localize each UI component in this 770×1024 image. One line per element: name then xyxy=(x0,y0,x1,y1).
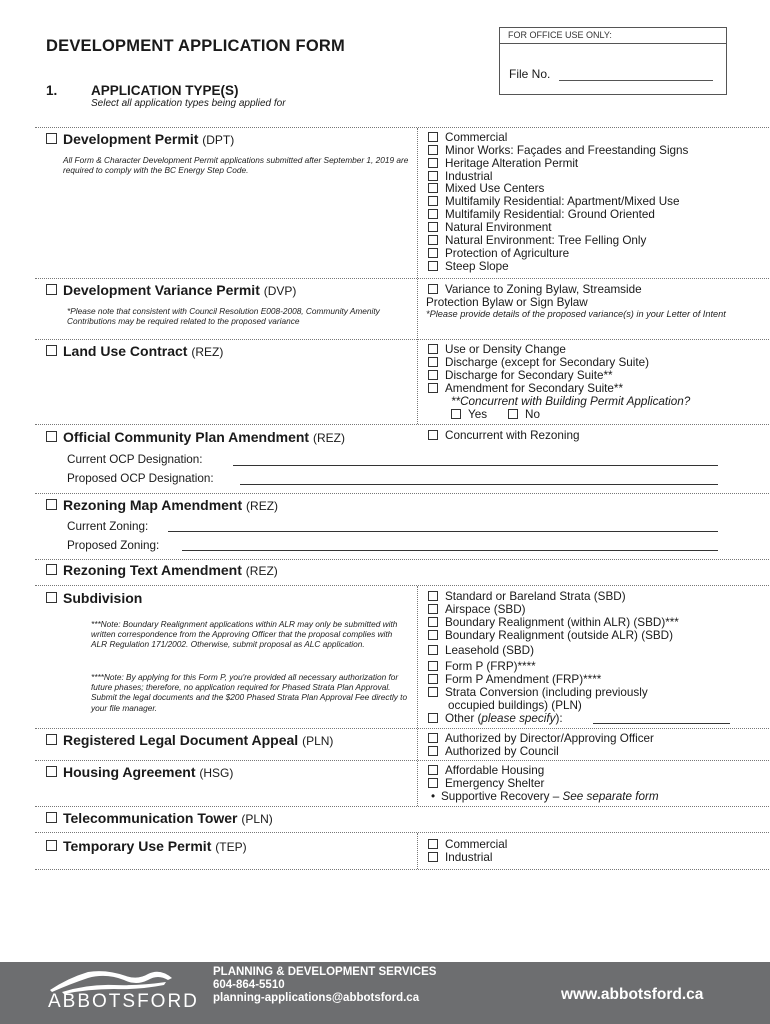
option-label: Standard or Bareland Strata (SBD) xyxy=(445,590,626,603)
divider xyxy=(35,869,769,870)
footer-email[interactable]: planning-applications@abbotsford.ca xyxy=(213,992,420,1004)
option-label: Multifamily Residential: Apartment/Mixed Use xyxy=(445,195,680,208)
land-use-contract-checkbox[interactable] xyxy=(46,343,223,359)
checkbox-icon xyxy=(428,591,438,601)
subdivision-note-form-p: ****Note: By applying for this Form P, you're provided all necessary authorization for future phases; therefore, no application required for Phased Strata Plan Approval. Submit the legal documents and the $200 Phased Strata Plan Approval Fee directly to your file manager. xyxy=(91,672,408,713)
sub-option[interactable] xyxy=(428,673,601,686)
item-label: Temporary Use Permit xyxy=(63,838,212,854)
checkbox-icon xyxy=(428,344,438,354)
checkbox-icon xyxy=(46,812,57,823)
item-label: Housing Agreement xyxy=(63,764,196,780)
luc-option[interactable] xyxy=(428,382,623,395)
footer-phone: 604-864-5510 xyxy=(213,979,285,991)
sub-other-field[interactable] xyxy=(593,723,730,724)
development-permit-checkbox[interactable] xyxy=(46,131,234,147)
checkbox-icon xyxy=(428,370,438,380)
option-label: Industrial xyxy=(445,851,493,864)
option-label: Other ( xyxy=(445,712,482,725)
bullet-icon: • xyxy=(431,790,436,803)
dvp-option-cont: Protection Bylaw or Sign Bylaw xyxy=(426,296,588,309)
concurrent-bp-question: **Concurrent with Building Permit Application? xyxy=(451,395,691,408)
item-label: Rezoning Text Amendment xyxy=(63,562,242,578)
divider xyxy=(35,806,769,807)
dpt-option[interactable] xyxy=(428,260,509,273)
form-title: DEVELOPMENT APPLICATION FORM xyxy=(46,37,345,55)
sub-option-other[interactable] xyxy=(428,712,563,725)
rezoning-text-amendment-checkbox[interactable] xyxy=(46,562,278,578)
option-label: Affordable Housing xyxy=(445,764,545,777)
dvp-option[interactable] xyxy=(428,283,642,296)
option-label: Protection of Agriculture xyxy=(445,247,570,260)
checkbox-icon xyxy=(428,630,438,640)
checkbox-icon xyxy=(46,592,57,603)
option-label: Industrial xyxy=(445,170,493,183)
concurrent-yes-checkbox[interactable] xyxy=(451,408,487,421)
option-label: Natural Environment: Tree Felling Only xyxy=(445,234,647,247)
item-code: (PLN) xyxy=(302,734,334,748)
column-divider xyxy=(417,128,418,424)
item-code: (REZ) xyxy=(191,345,224,359)
checkbox-icon xyxy=(428,357,438,367)
sub-option[interactable] xyxy=(428,590,626,603)
divider xyxy=(35,559,769,560)
item-code: (HSG) xyxy=(199,766,234,780)
divider xyxy=(35,127,769,128)
option-label-italic: please specify xyxy=(481,712,556,725)
checkbox-icon xyxy=(428,132,438,142)
divider xyxy=(35,832,769,833)
housing-agreement-checkbox[interactable] xyxy=(46,764,233,780)
sub-option[interactable] xyxy=(428,660,536,673)
checkbox-icon xyxy=(46,345,57,356)
option-label: Yes xyxy=(468,408,488,421)
tep-option[interactable] xyxy=(428,838,507,851)
proposed-zoning-field[interactable] xyxy=(182,550,718,551)
checkbox-icon xyxy=(428,661,438,671)
sub-option[interactable] xyxy=(428,616,679,629)
item-label: Development Permit xyxy=(63,131,199,147)
checkbox-icon xyxy=(46,734,57,745)
column-divider xyxy=(417,833,418,869)
item-label: Rezoning Map Amendment xyxy=(63,497,243,513)
rlda-option[interactable] xyxy=(428,745,559,758)
option-label: Strata Conversion (including previously xyxy=(445,686,648,699)
current-zoning-field[interactable] xyxy=(168,531,718,532)
checkbox-icon xyxy=(428,674,438,684)
checkbox-icon xyxy=(46,431,57,442)
option-label: Concurrent with Rezoning xyxy=(445,429,580,442)
item-label: Development Variance Permit xyxy=(63,282,260,298)
item-code: (REZ) xyxy=(245,564,278,578)
option-label: No xyxy=(525,408,540,421)
item-label: Official Community Plan Amendment xyxy=(63,429,310,445)
option-label: Commercial xyxy=(445,838,508,851)
checkbox-icon xyxy=(428,430,438,440)
dpt-option[interactable] xyxy=(428,157,578,170)
option-label: Natural Environment xyxy=(445,221,552,234)
checkbox-icon xyxy=(428,617,438,627)
section-title: APPLICATION TYPE(S) xyxy=(91,83,239,98)
option-label: Form P (FRP)**** xyxy=(445,660,536,673)
sub-option[interactable] xyxy=(428,686,648,699)
hsg-option[interactable] xyxy=(428,777,544,790)
tep-option[interactable] xyxy=(428,851,492,864)
divider xyxy=(35,424,769,425)
option-label: Boundary Realignment (outside ALR) (SBD) xyxy=(445,629,674,642)
sub-option[interactable] xyxy=(428,644,534,657)
option-label: Commercial xyxy=(445,131,508,144)
option-label: Supportive Recovery – xyxy=(441,790,563,803)
checkbox-icon xyxy=(46,840,57,851)
dpt-option[interactable] xyxy=(428,234,646,247)
checkbox-icon xyxy=(46,564,57,575)
dpt-option[interactable] xyxy=(428,221,552,234)
file-no-field[interactable] xyxy=(559,80,713,81)
footer-department: PLANNING & DEVELOPMENT SERVICES xyxy=(213,966,437,978)
option-label: Emergency Shelter xyxy=(445,777,545,790)
sub-option-cont: occupied buildings) (PLN) xyxy=(448,699,582,712)
checkbox-icon xyxy=(428,383,438,393)
ocp-amendment-checkbox[interactable] xyxy=(46,429,345,445)
option-label: Discharge for Secondary Suite** xyxy=(445,369,613,382)
file-no-label: File No. xyxy=(509,67,551,81)
item-code: (DVP) xyxy=(263,284,297,298)
concurrent-no-checkbox[interactable] xyxy=(508,408,540,421)
sub-option[interactable] xyxy=(428,629,673,642)
office-use-box xyxy=(499,27,727,95)
checkbox-icon xyxy=(428,852,438,862)
proposed-ocp-label: Proposed OCP Designation: xyxy=(67,472,214,485)
office-use-header: FOR OFFICE USE ONLY: xyxy=(500,28,726,44)
option-label: Authorized by Council xyxy=(445,745,559,758)
checkbox-icon xyxy=(428,746,438,756)
checkbox-icon xyxy=(46,284,57,295)
dpt-option[interactable] xyxy=(428,247,569,260)
section-number: 1. xyxy=(46,83,58,98)
dpt-option[interactable] xyxy=(428,144,688,157)
checkbox-icon xyxy=(428,158,438,168)
option-label: Mixed Use Centers xyxy=(445,182,545,195)
development-variance-permit-checkbox[interactable] xyxy=(46,282,296,298)
item-label: Subdivision xyxy=(63,590,143,606)
subdivision-note-alr: ***Note: Boundary Realignment applications within ALR may only be submitted with written correspondence from the Approving Officer that the proposal complies with ALR Regulation 171/2002. Otherwise, submit proposal as ALC application. xyxy=(91,619,398,650)
checkbox-icon xyxy=(428,171,438,181)
checkbox-icon xyxy=(428,765,438,775)
divider xyxy=(35,728,769,729)
checkbox-icon xyxy=(508,409,518,419)
checkbox-icon xyxy=(428,235,438,245)
checkbox-icon xyxy=(46,499,57,510)
item-label: Registered Legal Document Appeal xyxy=(63,732,299,748)
sub-option[interactable] xyxy=(428,603,526,616)
checkbox-icon xyxy=(428,183,438,193)
luc-option[interactable] xyxy=(428,343,566,356)
dvp-option-note: *Please provide details of the proposed variance(s) in your Letter of Intent xyxy=(426,309,726,319)
checkbox-icon xyxy=(428,687,438,697)
option-label: Multifamily Residential: Ground Oriented xyxy=(445,208,655,221)
checkbox-icon xyxy=(46,766,57,777)
column-divider xyxy=(417,586,418,806)
checkbox-icon xyxy=(428,645,438,655)
item-label: Land Use Contract xyxy=(63,343,188,359)
checkbox-icon xyxy=(428,209,438,219)
rezoning-map-amendment-checkbox[interactable] xyxy=(46,497,278,513)
dpt-note: All Form & Character Development Permit applications submitted after September 1, 2019 are required to comply with the BC Energy Step Code. xyxy=(63,155,409,176)
checkbox-icon xyxy=(428,248,438,258)
option-label: Minor Works: Façades and Freestanding Signs xyxy=(445,144,689,157)
option-label: Use or Density Change xyxy=(445,343,566,356)
ocp-concurrent-option[interactable] xyxy=(428,429,579,442)
section-subtitle: Select all application types being applied for xyxy=(91,98,286,109)
subdivision-checkbox[interactable] xyxy=(46,590,142,606)
option-label: Airspace (SBD) xyxy=(445,603,526,616)
item-code: (DPT) xyxy=(202,133,235,147)
option-label: Discharge (except for Secondary Suite) xyxy=(445,356,649,369)
divider xyxy=(35,278,769,279)
option-label: Variance to Zoning Bylaw, Streamside xyxy=(445,283,642,296)
proposed-zoning-label: Proposed Zoning: xyxy=(67,539,160,552)
current-ocp-label: Current OCP Designation: xyxy=(67,453,203,466)
option-label: Amendment for Secondary Suite** xyxy=(445,382,624,395)
dpt-option[interactable] xyxy=(428,208,655,221)
legal-document-appeal-checkbox[interactable] xyxy=(46,732,333,748)
option-label-italic: See separate form xyxy=(562,790,659,803)
option-label: Steep Slope xyxy=(445,260,509,273)
dvp-note: *Please note that consistent with Council Resolution E008-2008, Community Amenity Contributions may be required related to the proposed variance xyxy=(67,306,380,327)
option-label: ): xyxy=(555,712,563,725)
temporary-use-permit-checkbox[interactable] xyxy=(46,838,247,854)
checkbox-icon xyxy=(428,196,438,206)
divider xyxy=(35,760,769,761)
checkbox-icon xyxy=(428,145,438,155)
item-code: (REZ) xyxy=(312,431,345,445)
option-label: Heritage Alteration Permit xyxy=(445,157,579,170)
telecom-tower-checkbox[interactable] xyxy=(46,810,273,826)
option-label: Authorized by Director/Approving Officer xyxy=(445,732,654,745)
hsg-bullet xyxy=(431,790,659,803)
luc-option[interactable] xyxy=(428,369,613,382)
footer-logo-text: ABBOTSFORD xyxy=(48,991,199,1012)
current-zoning-label: Current Zoning: xyxy=(67,520,149,533)
item-code: (PLN) xyxy=(241,812,273,826)
dpt-option[interactable] xyxy=(428,131,507,144)
dpt-option[interactable] xyxy=(428,195,680,208)
checkbox-icon xyxy=(428,222,438,232)
checkbox-icon xyxy=(428,778,438,788)
option-label: Form P Amendment (FRP)**** xyxy=(445,673,602,686)
luc-option[interactable] xyxy=(428,356,649,369)
item-label: Telecommunication Tower xyxy=(63,810,238,826)
item-code: (REZ) xyxy=(246,499,279,513)
divider xyxy=(35,585,769,586)
option-label: Boundary Realignment (within ALR) (SBD)*** xyxy=(445,616,679,629)
rlda-option[interactable] xyxy=(428,732,654,745)
checkbox-icon xyxy=(46,133,57,144)
proposed-ocp-field[interactable] xyxy=(240,484,718,485)
checkbox-icon xyxy=(451,409,461,419)
checkbox-icon xyxy=(428,713,438,723)
checkbox-icon xyxy=(428,604,438,614)
footer-website-link[interactable]: www.abbotsford.ca xyxy=(561,986,704,1003)
checkbox-icon xyxy=(428,839,438,849)
dpt-option[interactable] xyxy=(428,182,544,195)
checkbox-icon xyxy=(428,733,438,743)
current-ocp-field[interactable] xyxy=(233,465,718,466)
hsg-option[interactable] xyxy=(428,764,544,777)
divider xyxy=(35,339,769,340)
checkbox-icon xyxy=(428,261,438,271)
divider xyxy=(35,493,769,494)
checkbox-icon xyxy=(428,284,438,294)
item-code: (TEP) xyxy=(215,840,247,854)
option-label: Leasehold (SBD) xyxy=(445,644,535,657)
